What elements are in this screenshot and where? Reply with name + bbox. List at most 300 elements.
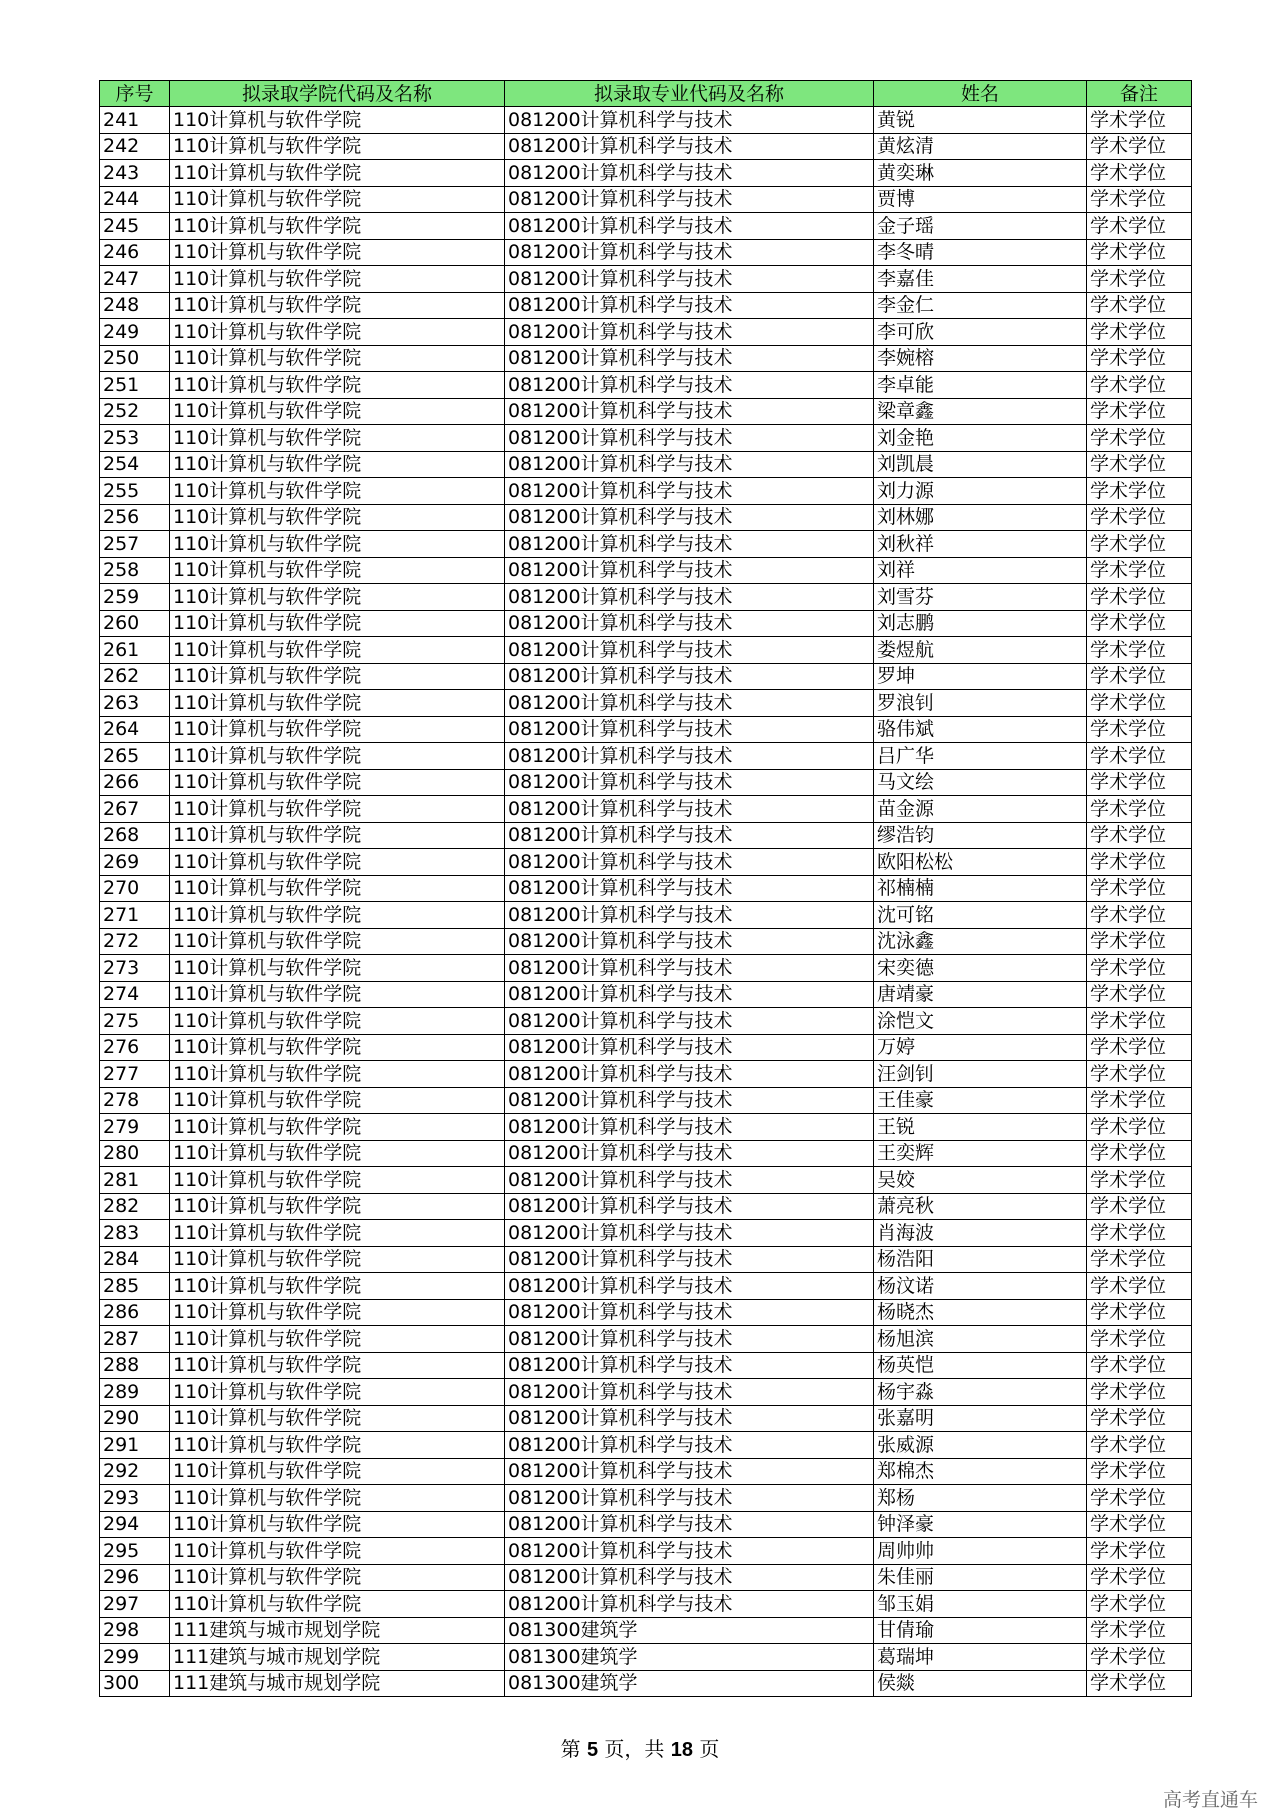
- cell-name: 刘祥: [874, 557, 1087, 584]
- cell-major: 081200计算机科学与技术: [505, 1485, 874, 1512]
- cell-name: 唐靖豪: [874, 981, 1087, 1008]
- cell-name: 李卓能: [874, 372, 1087, 399]
- cell-college: 110计算机与软件学院: [170, 981, 505, 1008]
- cell-major: 081200计算机科学与技术: [505, 1352, 874, 1379]
- cell-name: 贾博: [874, 186, 1087, 213]
- table-row: [100, 875, 1192, 902]
- cell-major: 081200计算机科学与技术: [505, 769, 874, 796]
- cell-serial: 281: [100, 1167, 170, 1194]
- cell-serial: 243: [100, 160, 170, 187]
- cell-remark: 学术学位: [1087, 584, 1192, 611]
- cell-remark: 学术学位: [1087, 557, 1192, 584]
- cell-remark: 学术学位: [1087, 1061, 1192, 1088]
- cell-remark: 学术学位: [1087, 451, 1192, 478]
- cell-serial: 253: [100, 425, 170, 452]
- table-row: [100, 928, 1192, 955]
- table-row: [100, 292, 1192, 319]
- cell-college: 110计算机与软件学院: [170, 1485, 505, 1512]
- cell-remark: 学术学位: [1087, 1458, 1192, 1485]
- table-row: [100, 504, 1192, 531]
- cell-name: 钟泽豪: [874, 1511, 1087, 1538]
- cell-serial: 257: [100, 531, 170, 558]
- cell-college: 110计算机与软件学院: [170, 716, 505, 743]
- cell-name: 欧阳松松: [874, 849, 1087, 876]
- cell-major: 081200计算机科学与技术: [505, 1432, 874, 1459]
- cell-college: 110计算机与软件学院: [170, 345, 505, 372]
- cell-serial: 284: [100, 1246, 170, 1273]
- cell-college: 110计算机与软件学院: [170, 875, 505, 902]
- table-row: [100, 1511, 1192, 1538]
- cell-name: 杨英恺: [874, 1352, 1087, 1379]
- cell-college: 110计算机与软件学院: [170, 1008, 505, 1035]
- cell-major: 081200计算机科学与技术: [505, 345, 874, 372]
- table-row: [100, 451, 1192, 478]
- cell-college: 110计算机与软件学院: [170, 1193, 505, 1220]
- cell-name: 缪浩钧: [874, 822, 1087, 849]
- footer-suffix: 页: [693, 1737, 720, 1761]
- table-row: [100, 1061, 1192, 1088]
- table-row: [100, 372, 1192, 399]
- cell-major: 081200计算机科学与技术: [505, 239, 874, 266]
- cell-remark: 学术学位: [1087, 531, 1192, 558]
- cell-college: 110计算机与软件学院: [170, 1061, 505, 1088]
- cell-college: 110计算机与软件学院: [170, 504, 505, 531]
- table-row: [100, 107, 1192, 134]
- cell-serial: 285: [100, 1273, 170, 1300]
- cell-college: 110计算机与软件学院: [170, 1591, 505, 1618]
- cell-major: 081200计算机科学与技术: [505, 1167, 874, 1194]
- cell-college: 110计算机与软件学院: [170, 451, 505, 478]
- cell-serial: 290: [100, 1405, 170, 1432]
- table-row: [100, 769, 1192, 796]
- cell-college: 110计算机与软件学院: [170, 107, 505, 134]
- cell-major: 081200计算机科学与技术: [505, 1458, 874, 1485]
- cell-serial: 269: [100, 849, 170, 876]
- cell-college: 111建筑与城市规划学院: [170, 1617, 505, 1644]
- cell-serial: 276: [100, 1034, 170, 1061]
- cell-name: 沈泳鑫: [874, 928, 1087, 955]
- cell-college: 110计算机与软件学院: [170, 557, 505, 584]
- cell-college: 110计算机与软件学院: [170, 160, 505, 187]
- cell-name: 刘秋祥: [874, 531, 1087, 558]
- cell-remark: 学术学位: [1087, 1246, 1192, 1273]
- cell-college: 110计算机与软件学院: [170, 186, 505, 213]
- table-row: [100, 743, 1192, 770]
- cell-remark: 学术学位: [1087, 504, 1192, 531]
- cell-college: 110计算机与软件学院: [170, 213, 505, 240]
- cell-remark: 学术学位: [1087, 1564, 1192, 1591]
- cell-college: 110计算机与软件学院: [170, 1140, 505, 1167]
- table-row: [100, 319, 1192, 346]
- table-row: [100, 849, 1192, 876]
- cell-serial: 298: [100, 1617, 170, 1644]
- cell-major: 081200计算机科学与技术: [505, 637, 874, 664]
- cell-major: 081200计算机科学与技术: [505, 716, 874, 743]
- cell-name: 黄炫清: [874, 133, 1087, 160]
- cell-remark: 学术学位: [1087, 213, 1192, 240]
- cell-name: 王奕辉: [874, 1140, 1087, 1167]
- cell-college: 110计算机与软件学院: [170, 425, 505, 452]
- cell-name: 李冬晴: [874, 239, 1087, 266]
- cell-remark: 学术学位: [1087, 133, 1192, 160]
- cell-remark: 学术学位: [1087, 663, 1192, 690]
- table-row: [100, 239, 1192, 266]
- cell-name: 沈可铭: [874, 902, 1087, 929]
- cell-name: 黄锐: [874, 107, 1087, 134]
- cell-remark: 学术学位: [1087, 1617, 1192, 1644]
- cell-major: 081200计算机科学与技术: [505, 690, 874, 717]
- table-row: [100, 1140, 1192, 1167]
- cell-serial: 277: [100, 1061, 170, 1088]
- cell-name: 刘凯晨: [874, 451, 1087, 478]
- table-row: [100, 902, 1192, 929]
- table-row: [100, 425, 1192, 452]
- cell-name: 吕广华: [874, 743, 1087, 770]
- table-row: [100, 1087, 1192, 1114]
- cell-major: 081200计算机科学与技术: [505, 1246, 874, 1273]
- cell-name: 刘林娜: [874, 504, 1087, 531]
- cell-name: 刘金艳: [874, 425, 1087, 452]
- cell-college: 110计算机与软件学院: [170, 1246, 505, 1273]
- cell-remark: 学术学位: [1087, 1511, 1192, 1538]
- cell-serial: 256: [100, 504, 170, 531]
- cell-college: 110计算机与软件学院: [170, 902, 505, 929]
- cell-major: 081200计算机科学与技术: [505, 1564, 874, 1591]
- cell-remark: 学术学位: [1087, 1538, 1192, 1565]
- header-name: 姓名: [874, 81, 1087, 107]
- table-row: [100, 345, 1192, 372]
- table-row: [100, 398, 1192, 425]
- cell-remark: 学术学位: [1087, 1087, 1192, 1114]
- cell-college: 110计算机与软件学院: [170, 292, 505, 319]
- cell-major: 081200计算机科学与技术: [505, 822, 874, 849]
- cell-remark: 学术学位: [1087, 372, 1192, 399]
- table-header-row: [100, 81, 1192, 107]
- cell-college: 110计算机与软件学院: [170, 1458, 505, 1485]
- footer-total-pages: 18: [670, 1739, 694, 1761]
- cell-serial: 251: [100, 372, 170, 399]
- cell-major: 081200计算机科学与技术: [505, 1511, 874, 1538]
- table-row: [100, 637, 1192, 664]
- cell-serial: 267: [100, 796, 170, 823]
- cell-remark: 学术学位: [1087, 849, 1192, 876]
- cell-major: 081200计算机科学与技术: [505, 213, 874, 240]
- cell-college: 110计算机与软件学院: [170, 1379, 505, 1406]
- cell-remark: 学术学位: [1087, 1193, 1192, 1220]
- cell-college: 110计算机与软件学院: [170, 1167, 505, 1194]
- cell-major: 081200计算机科学与技术: [505, 557, 874, 584]
- cell-serial: 293: [100, 1485, 170, 1512]
- cell-major: 081200计算机科学与技术: [505, 292, 874, 319]
- cell-college: 110计算机与软件学院: [170, 769, 505, 796]
- cell-major: 081200计算机科学与技术: [505, 849, 874, 876]
- cell-remark: 学术学位: [1087, 1140, 1192, 1167]
- cell-serial: 250: [100, 345, 170, 372]
- cell-college: 110计算机与软件学院: [170, 796, 505, 823]
- table-body: [100, 107, 1192, 1697]
- cell-name: 郑棉杰: [874, 1458, 1087, 1485]
- cell-name: 罗浪钊: [874, 690, 1087, 717]
- cell-major: 081200计算机科学与技术: [505, 875, 874, 902]
- cell-college: 110计算机与软件学院: [170, 1352, 505, 1379]
- table-row: [100, 1193, 1192, 1220]
- cell-major: 081200计算机科学与技术: [505, 398, 874, 425]
- cell-name: 杨浩阳: [874, 1246, 1087, 1273]
- table-row: [100, 981, 1192, 1008]
- cell-serial: 244: [100, 186, 170, 213]
- cell-name: 杨汶诺: [874, 1273, 1087, 1300]
- cell-remark: 学术学位: [1087, 1114, 1192, 1141]
- cell-name: 黄奕琳: [874, 160, 1087, 187]
- table-row: [100, 1034, 1192, 1061]
- cell-serial: 292: [100, 1458, 170, 1485]
- cell-major: 081200计算机科学与技术: [505, 1220, 874, 1247]
- cell-college: 110计算机与软件学院: [170, 1538, 505, 1565]
- cell-serial: 260: [100, 610, 170, 637]
- cell-name: 朱佳丽: [874, 1564, 1087, 1591]
- cell-remark: 学术学位: [1087, 1485, 1192, 1512]
- cell-serial: 279: [100, 1114, 170, 1141]
- cell-remark: 学术学位: [1087, 637, 1192, 664]
- cell-serial: 255: [100, 478, 170, 505]
- cell-major: 081200计算机科学与技术: [505, 1273, 874, 1300]
- cell-major: 081200计算机科学与技术: [505, 1538, 874, 1565]
- cell-name: 王佳豪: [874, 1087, 1087, 1114]
- cell-major: 081200计算机科学与技术: [505, 1140, 874, 1167]
- cell-remark: 学术学位: [1087, 478, 1192, 505]
- cell-college: 110计算机与软件学院: [170, 1405, 505, 1432]
- cell-college: 110计算机与软件学院: [170, 584, 505, 611]
- table-row: [100, 1246, 1192, 1273]
- cell-college: 110计算机与软件学院: [170, 690, 505, 717]
- cell-college: 110计算机与软件学院: [170, 1511, 505, 1538]
- cell-remark: 学术学位: [1087, 186, 1192, 213]
- cell-remark: 学术学位: [1087, 1326, 1192, 1353]
- cell-name: 万婷: [874, 1034, 1087, 1061]
- cell-major: 081200计算机科学与技术: [505, 1299, 874, 1326]
- cell-college: 110计算机与软件学院: [170, 610, 505, 637]
- cell-college: 110计算机与软件学院: [170, 1432, 505, 1459]
- cell-serial: 248: [100, 292, 170, 319]
- table-row: [100, 610, 1192, 637]
- cell-name: 刘雪芬: [874, 584, 1087, 611]
- cell-remark: 学术学位: [1087, 319, 1192, 346]
- cell-major: 081200计算机科学与技术: [505, 1008, 874, 1035]
- cell-college: 110计算机与软件学院: [170, 1034, 505, 1061]
- table-row: [100, 796, 1192, 823]
- cell-name: 周帅帅: [874, 1538, 1087, 1565]
- watermark: 高考直通车: [1162, 1789, 1258, 1811]
- cell-serial: 271: [100, 902, 170, 929]
- header-remark: 备注: [1087, 81, 1192, 107]
- cell-remark: 学术学位: [1087, 107, 1192, 134]
- cell-name: 杨晓杰: [874, 1299, 1087, 1326]
- cell-name: 吴姣: [874, 1167, 1087, 1194]
- cell-serial: 296: [100, 1564, 170, 1591]
- cell-name: 李嘉佳: [874, 266, 1087, 293]
- cell-remark: 学术学位: [1087, 955, 1192, 982]
- cell-remark: 学术学位: [1087, 1591, 1192, 1618]
- cell-remark: 学术学位: [1087, 690, 1192, 717]
- cell-remark: 学术学位: [1087, 610, 1192, 637]
- cell-name: 李金仁: [874, 292, 1087, 319]
- cell-major: 081200计算机科学与技术: [505, 160, 874, 187]
- table-row: [100, 557, 1192, 584]
- cell-serial: 259: [100, 584, 170, 611]
- cell-college: 110计算机与软件学院: [170, 1087, 505, 1114]
- cell-college: 110计算机与软件学院: [170, 398, 505, 425]
- cell-serial: 291: [100, 1432, 170, 1459]
- cell-college: 110计算机与软件学院: [170, 531, 505, 558]
- cell-remark: 学术学位: [1087, 345, 1192, 372]
- cell-remark: 学术学位: [1087, 716, 1192, 743]
- table-row: [100, 1485, 1192, 1512]
- cell-major: 081200计算机科学与技术: [505, 743, 874, 770]
- cell-college: 110计算机与软件学院: [170, 1114, 505, 1141]
- cell-remark: 学术学位: [1087, 743, 1192, 770]
- cell-name: 郑杨: [874, 1485, 1087, 1512]
- table-row: [100, 160, 1192, 187]
- cell-serial: 282: [100, 1193, 170, 1220]
- table-row: [100, 1458, 1192, 1485]
- cell-remark: 学术学位: [1087, 1299, 1192, 1326]
- cell-remark: 学术学位: [1087, 292, 1192, 319]
- cell-major: 081200计算机科学与技术: [505, 133, 874, 160]
- cell-name: 马文绘: [874, 769, 1087, 796]
- cell-major: 081200计算机科学与技术: [505, 584, 874, 611]
- table-row: [100, 186, 1192, 213]
- cell-major: 081200计算机科学与技术: [505, 955, 874, 982]
- cell-serial: 249: [100, 319, 170, 346]
- cell-major: 081200计算机科学与技术: [505, 372, 874, 399]
- page-footer: [0, 1733, 1280, 1762]
- cell-remark: 学术学位: [1087, 1034, 1192, 1061]
- cell-major: 081200计算机科学与技术: [505, 478, 874, 505]
- cell-name: 刘力源: [874, 478, 1087, 505]
- cell-major: 081200计算机科学与技术: [505, 1034, 874, 1061]
- cell-serial: 289: [100, 1379, 170, 1406]
- cell-name: 宋奕德: [874, 955, 1087, 982]
- cell-name: 骆伟斌: [874, 716, 1087, 743]
- cell-college: 111建筑与城市规划学院: [170, 1670, 505, 1697]
- cell-major: 081200计算机科学与技术: [505, 451, 874, 478]
- table-row: [100, 1326, 1192, 1353]
- table-row: [100, 1564, 1192, 1591]
- cell-remark: 学术学位: [1087, 1644, 1192, 1671]
- cell-name: 汪剑钊: [874, 1061, 1087, 1088]
- cell-serial: 295: [100, 1538, 170, 1565]
- cell-remark: 学术学位: [1087, 981, 1192, 1008]
- cell-name: 葛瑞坤: [874, 1644, 1087, 1671]
- cell-remark: 学术学位: [1087, 160, 1192, 187]
- cell-remark: 学术学位: [1087, 1405, 1192, 1432]
- cell-name: 罗坤: [874, 663, 1087, 690]
- cell-college: 110计算机与软件学院: [170, 955, 505, 982]
- cell-major: 081200计算机科学与技术: [505, 796, 874, 823]
- cell-serial: 273: [100, 955, 170, 982]
- table-row: [100, 133, 1192, 160]
- cell-remark: 学术学位: [1087, 1008, 1192, 1035]
- cell-major: 081200计算机科学与技术: [505, 531, 874, 558]
- table-row: [100, 690, 1192, 717]
- cell-major: 081200计算机科学与技术: [505, 1326, 874, 1353]
- cell-college: 110计算机与软件学院: [170, 1564, 505, 1591]
- cell-serial: 270: [100, 875, 170, 902]
- cell-name: 涂恺文: [874, 1008, 1087, 1035]
- table-row: [100, 584, 1192, 611]
- cell-serial: 287: [100, 1326, 170, 1353]
- table-row: [100, 663, 1192, 690]
- cell-major: 081200计算机科学与技术: [505, 981, 874, 1008]
- cell-college: 110计算机与软件学院: [170, 1220, 505, 1247]
- cell-name: 李可欣: [874, 319, 1087, 346]
- table-row: [100, 1379, 1192, 1406]
- cell-serial: 299: [100, 1644, 170, 1671]
- cell-serial: 283: [100, 1220, 170, 1247]
- cell-major: 081200计算机科学与技术: [505, 107, 874, 134]
- cell-major: 081200计算机科学与技术: [505, 1379, 874, 1406]
- cell-name: 娄煜航: [874, 637, 1087, 664]
- cell-college: 111建筑与城市规划学院: [170, 1644, 505, 1671]
- cell-name: 李婉榕: [874, 345, 1087, 372]
- cell-name: 金子瑶: [874, 213, 1087, 240]
- cell-remark: 学术学位: [1087, 769, 1192, 796]
- cell-serial: 297: [100, 1591, 170, 1618]
- table-row: [100, 1538, 1192, 1565]
- cell-remark: 学术学位: [1087, 875, 1192, 902]
- cell-major: 081200计算机科学与技术: [505, 1193, 874, 1220]
- cell-remark: 学术学位: [1087, 239, 1192, 266]
- cell-college: 110计算机与软件学院: [170, 133, 505, 160]
- cell-major: 081200计算机科学与技术: [505, 663, 874, 690]
- footer-prefix: 第: [560, 1737, 587, 1761]
- footer-middle: 页，共: [598, 1737, 671, 1761]
- table-row: [100, 1299, 1192, 1326]
- cell-college: 110计算机与软件学院: [170, 478, 505, 505]
- cell-remark: 学术学位: [1087, 822, 1192, 849]
- table-row: [100, 1432, 1192, 1459]
- table-row: [100, 1644, 1192, 1671]
- table-row: [100, 1114, 1192, 1141]
- cell-remark: 学术学位: [1087, 1273, 1192, 1300]
- cell-remark: 学术学位: [1087, 266, 1192, 293]
- cell-major: 081200计算机科学与技术: [505, 928, 874, 955]
- cell-major: 081200计算机科学与技术: [505, 186, 874, 213]
- cell-name: 甘倩瑜: [874, 1617, 1087, 1644]
- table-row: [100, 822, 1192, 849]
- cell-major: 081200计算机科学与技术: [505, 504, 874, 531]
- cell-name: 王锐: [874, 1114, 1087, 1141]
- table-row: [100, 1405, 1192, 1432]
- table-row: [100, 266, 1192, 293]
- cell-serial: 294: [100, 1511, 170, 1538]
- cell-major: 081200计算机科学与技术: [505, 902, 874, 929]
- cell-serial: 264: [100, 716, 170, 743]
- cell-remark: 学术学位: [1087, 1352, 1192, 1379]
- cell-serial: 265: [100, 743, 170, 770]
- cell-college: 110计算机与软件学院: [170, 239, 505, 266]
- footer-page-number: 5: [586, 1739, 599, 1761]
- header-serial: 序号: [100, 81, 170, 107]
- cell-major: 081300建筑学: [505, 1670, 874, 1697]
- cell-serial: 261: [100, 637, 170, 664]
- cell-name: 邹玉娟: [874, 1591, 1087, 1618]
- cell-serial: 274: [100, 981, 170, 1008]
- cell-name: 杨宇淼: [874, 1379, 1087, 1406]
- cell-name: 侯燚: [874, 1670, 1087, 1697]
- cell-major: 081200计算机科学与技术: [505, 425, 874, 452]
- table-row: [100, 1273, 1192, 1300]
